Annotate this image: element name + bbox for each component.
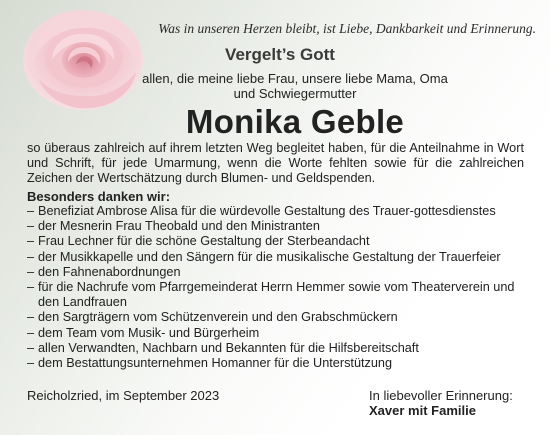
list-item-text: Benefiziat Ambrose Alisa für die würdevolle Gestaltung des Trauer-gottesdienstes [38,204,496,218]
list-bullet: – [27,219,35,234]
list-item [27,250,524,265]
intro-text [135,71,455,101]
list-heading: Besonders danken wir: [27,189,171,204]
place-and-date: Reicholzried, im September 2023 [27,388,220,403]
thanks-list [27,204,524,371]
thanks-title: Vergelt’s Gott [225,45,335,64]
list-bullet: – [27,280,35,295]
pink-rose-image [18,2,148,114]
list-bullet: – [27,325,35,340]
list-item-text: der Mesnerin Frau Theobald und den Ministranten [38,219,320,234]
list-bullet: – [27,356,35,371]
list-item [27,310,524,325]
deceased-name: Monika Geble [185,103,405,140]
list-bullet: – [27,234,35,249]
list-bullet: – [27,204,35,218]
list-item-text: Frau Lechner für die schöne Gestaltung der Sterbeandacht [38,234,370,249]
signer-name: Xaver mit Familie [369,403,476,418]
list-item-text: allen Verwandten, Nachbarn und Bekannten für die Hilfsbereitschaft [38,340,419,355]
list-bullet: – [27,249,35,264]
list-bullet: – [27,340,35,355]
list-item [27,280,524,310]
list-item-text: dem Team vom Musik- und Bürgerheim [38,325,260,340]
memory-block [369,388,513,418]
list-item [27,204,524,219]
body-paragraph: so überaus zahlreich auf ihrem letzten Weg begleitet haben, für die Anteilnahme in Wort und Schrift, für jede Umarmung, wenn die Worte fehlten sowie für die zahlreichen Zeichen der Wertschätzung durch Blumen- und Geldspenden. [27,141,524,186]
intro-line: und Schwiegermutter [233,86,357,101]
list-item [27,341,524,356]
list-item-text: der Musikkapelle und den Sängern für die musikalische Gestaltung der Trauerfeier [38,249,501,264]
list-item [27,219,524,234]
list-item-text: den Sargträgern vom Schützenverein und den Grabschmückern [38,310,398,325]
list-item-text: für die Nachrufe vom Pfarrgemeinderat Herrn Hemmer sowie vom Theaterverein und den Landfrauen [38,280,515,310]
intro-line: allen, die meine liebe Frau, unsere liebe Mama, Oma [142,71,448,86]
list-item-text: den Fahnenabordnungen [38,264,181,279]
list-bullet: – [27,264,35,279]
motto-line: Was in unseren Herzen bleibt, ist Liebe, Dankbarkeit und Erinnerung. [158,21,536,36]
list-item-text: dem Bestattungsunternehmen Homanner für die Unterstützung [38,356,393,371]
list-item [27,356,524,371]
list-bullet: – [27,310,35,325]
list-item [27,326,524,341]
list-item [27,265,524,280]
memory-line: In liebevoller Erinnerung: [369,388,513,403]
list-item [27,234,524,249]
